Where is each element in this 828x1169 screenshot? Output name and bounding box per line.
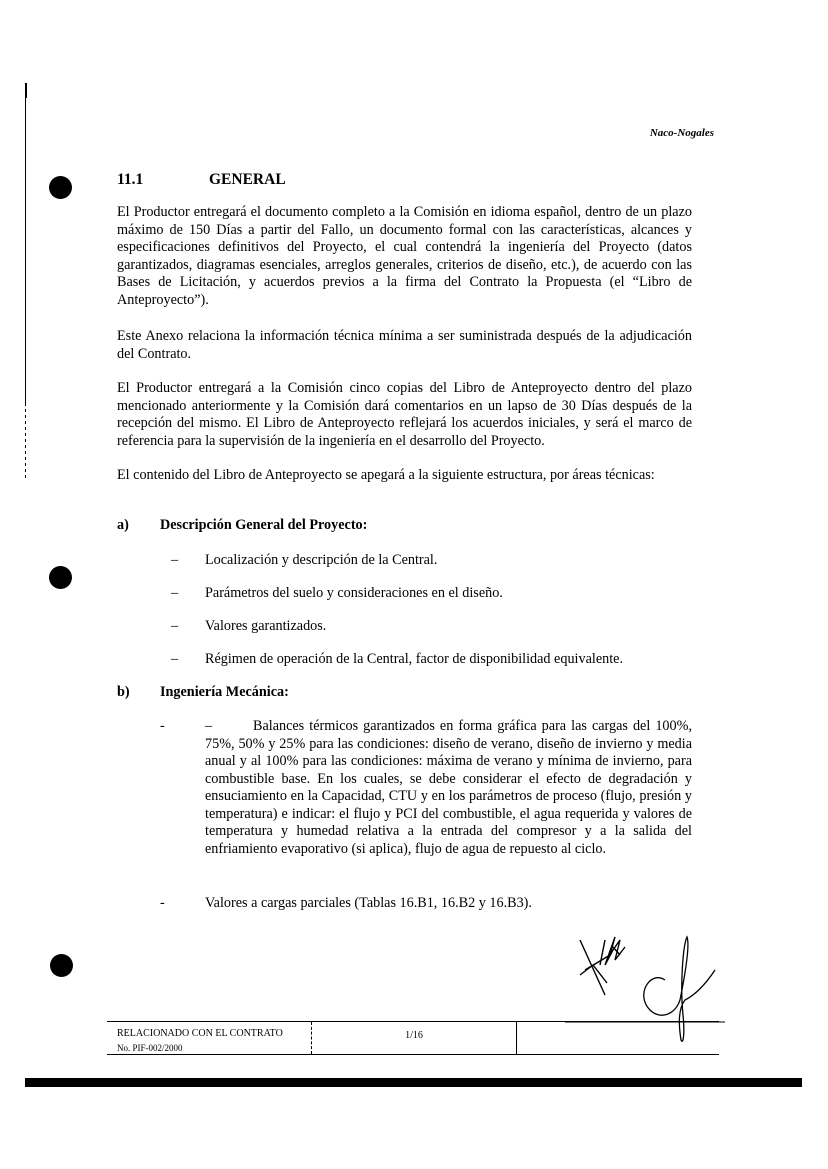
paragraph-4: El contenido del Libro de Anteproyecto se apegará a la siguiente estructura, por áreas técnicas:	[117, 467, 655, 483]
scan-margin-tick	[25, 83, 27, 98]
item-a-bullet-dash: –	[171, 651, 179, 667]
paragraph-1: El Productor entregará el documento completo a la Comisión en idioma español, dentro de un plazo máximo de 150 Días a partir del Fallo, un documento formal con las características, alcances y especificaciones definitivos del Proyecto, el cual contendrá la ingeniería del Proyecto (datos garantizados, diagramas esenciales, arreglos generales, criterios de diseño, etc.), de acuerdo con las Bases de Licitación, y acuerdos previos a la firma del Contrato la Propuesta (el “Libro de Anteproyecto”).	[117, 204, 692, 308]
item-a-title: Descripción General del Proyecto:	[160, 517, 368, 533]
footer-contract-cell	[107, 1022, 312, 1054]
punch-hole-top	[49, 176, 72, 199]
paragraph-3: El Productor entregará a la Comisión cinco copias del Libro de Anteproyecto dentro del plazo mencionado anteriormente y la Comisión dará comentarios en un lapso de 30 Días después de la recepción del mismo. El Libro de Anteproyecto reflejará los acuerdos iniciales, y será el marco de referencia para la supervisión de la ingeniería en el desarrollo del Proyecto.	[117, 380, 692, 449]
punch-hole-bottom	[50, 954, 73, 977]
section-number: 11.1	[117, 171, 144, 188]
item-a-letter: a)	[117, 517, 129, 533]
item-a-bullet-3: Valores garantizados.	[205, 618, 327, 634]
footer-empty-cell	[517, 1022, 719, 1054]
section-title: GENERAL	[209, 171, 286, 188]
scan-margin-line-dotted	[25, 403, 26, 478]
item-a-bullet-dash: –	[171, 618, 179, 634]
item-a-bullet-dash: –	[171, 552, 179, 568]
item-b-bullet-1	[205, 718, 692, 858]
item-b-marker: -	[160, 895, 165, 911]
footer-contract-number: No. PIF-002/2000	[117, 1043, 183, 1053]
paragraph-2: Este Anexo relaciona la información técnica mínima a ser suministrada después de la adjudicación del Contrato.	[117, 328, 692, 362]
punch-hole-middle	[49, 566, 72, 589]
item-b-title: Ingeniería Mecánica:	[160, 684, 289, 700]
item-b-bullet-1-text: Balances térmicos garantizados en forma gráfica para las cargas del 100%, 75%, 50% y 25% para las condiciones: diseño de verano, diseño de invierno y media anual y al 100% para las condiciones: máxima de verano y mínima de invierno, para combustible base. En los cuales, se debe considerar el efecto de degradación y ensuciamiento en la Capacidad, CTU y en los parámetros de proceso (flujo, presión y temperatura) e indicar: el flujo y PCI del combustible, el agua requerida y valores de temperatura y humedad relativa a la entrada del compresor y a la salida del enfriamiento evaporativo (si aplica), flujo de agua de repuesto al ciclo.	[205, 718, 692, 857]
scan-bottom-bar	[25, 1078, 802, 1087]
item-b-bullet-dash: –	[205, 718, 213, 734]
item-a-bullet-1: Localización y descripción de la Central.	[205, 552, 438, 568]
item-a-bullet-dash: –	[171, 585, 179, 601]
footer-page-number: 1/16	[405, 1030, 423, 1041]
item-b-marker: -	[160, 718, 165, 734]
footer-contract-label: RELACIONADO CON EL CONTRATO	[117, 1028, 283, 1039]
footer-page-cell	[312, 1022, 517, 1054]
item-a-bullet-2: Parámetros del suelo y consideraciones en el diseño.	[205, 585, 503, 601]
item-b-letter: b)	[117, 684, 130, 700]
item-b-bullet-2: Valores a cargas parciales (Tablas 16.B1, 16.B2 y 16.B3).	[205, 895, 532, 911]
footer-table	[107, 1021, 719, 1055]
item-a-bullet-4: Régimen de operación de la Central, factor de disponibilidad equivalente.	[205, 651, 623, 667]
header-project-name: Naco-Nogales	[649, 127, 714, 139]
